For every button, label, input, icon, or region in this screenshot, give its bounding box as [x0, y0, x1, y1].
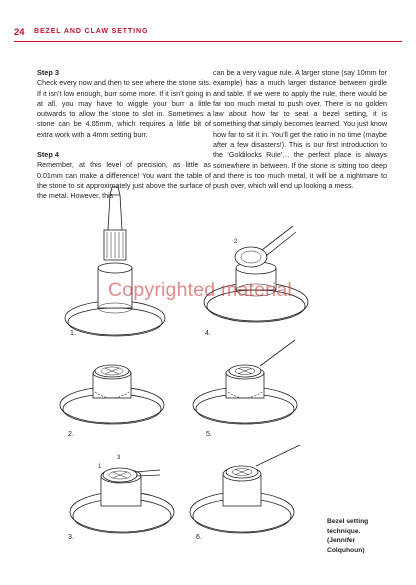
figure-4-drawing	[204, 226, 308, 322]
step3-paragraph: Check every now and then to see where the stone sits. If it isn’t low enough, burr some more. If it isn’t going in at all, you may have to wiggle your burr a little outwards to allow the stone to slot in. Sometimes a stone can be 4.05mm, which requires a little bit of extra work with a 4mm setting burr.	[37, 79, 211, 139]
figure-5-label: 5.	[206, 431, 212, 438]
right-paragraph: can be a very vague rule. A larger stone (say 10mm for example) has a much larger distance between girdle and table. If we were to apply the rule, there would be far too much metal to push over. There is no golden law about how far to seat a bezel setting, it is something that simply becomes learned. You just know how far to sit it in. You’ll get the ratio in no time (maybe after a few disasters!). This is our first introduction to the ‘Goldilocks Rule’… the perfect place is always somewhere in between. If the stone is sitting too deep and there is too much metal, it will be a nightmare to push over, which will end up looking a mess.	[213, 69, 387, 191]
figure-3-label: 3.	[68, 534, 74, 541]
figure-caption	[327, 517, 407, 555]
caption-line-3: (Jennifer	[327, 537, 356, 544]
caption-line-4: Colquhoun)	[327, 546, 365, 554]
page-number: 24	[14, 27, 25, 38]
caption-line-2: technique.	[327, 527, 361, 535]
figure-6-label: 6.	[196, 534, 202, 541]
figure-3-callout-a: 3	[117, 455, 121, 461]
figure-2-drawing	[60, 365, 164, 424]
step4-heading: Step 4	[37, 150, 59, 160]
figure-5-drawing	[193, 340, 297, 424]
figure-4-label: 4.	[205, 330, 211, 337]
figure-2-label: 2.	[68, 431, 74, 438]
figure-3-drawing	[70, 455, 174, 533]
step4-paragraph: Remember, at this level of precision, as little as 0.01mm can make a difference! You want the table of the stone to sit approximately just above the surface of the metal. However, this	[37, 161, 211, 201]
caption-line-1: Bezel setting	[327, 518, 369, 525]
running-title: BEZEL AND CLAW SETTING	[34, 28, 149, 35]
figure-1-drawing	[65, 187, 165, 336]
figure-6-drawing	[190, 445, 300, 533]
copyright-watermark: Copyrighted material	[108, 279, 292, 301]
figure-1-label: 1.	[70, 330, 76, 337]
figure-4-callout: 2	[234, 239, 238, 245]
step3-heading: Step 3	[37, 68, 59, 77]
figure-3-callout-b: 1	[98, 464, 102, 470]
